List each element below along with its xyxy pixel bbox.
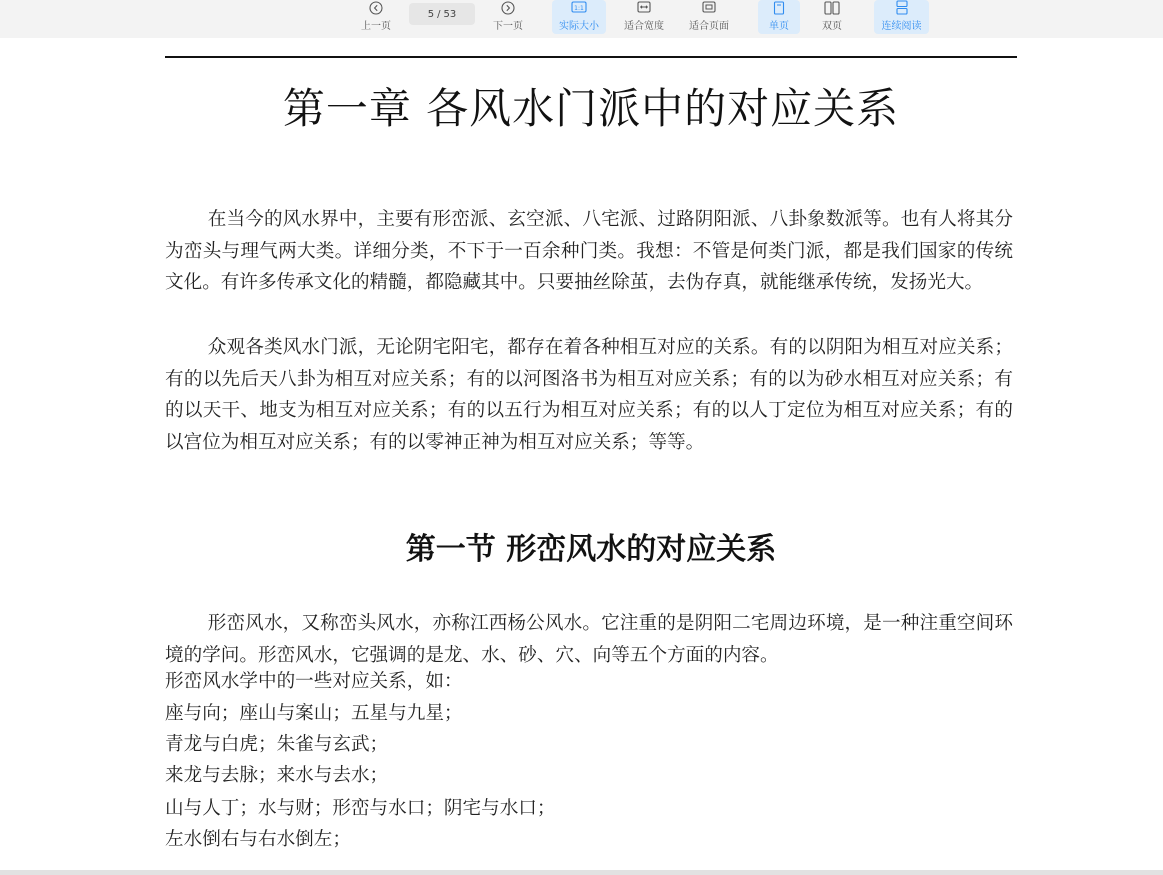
- section-paragraph: 形峦风水，又称峦头风水，亦称江西杨公风水。它注重的是阴阳二宅周边环境，是一种注重空间环境的学问。形峦风水，它强调的是龙、水、砂、穴、向等五个方面的内容。: [165, 613, 1013, 666]
- page-separator: /: [437, 8, 441, 20]
- fit-width-label: 适合宽度: [624, 21, 664, 32]
- body-paragraph-1: 在当今的风水界中，主要有形峦派、玄空派、八宅派、过路阴阳派、八卦象数派等。也有人将其分为峦头与理气两大类。详细分类，不下于一百余种门类。我想：不管是何类门派，都是我们国家的传统文化。有许多传承文化的精髓，都隐藏其中。只要抽丝除茧，去伪存真，就能继承传统，发扬光大。: [165, 209, 1013, 293]
- double-page-label: 双页: [822, 21, 842, 32]
- document-page: [0, 38, 1163, 870]
- chevron-left-circle-icon: [369, 0, 383, 15]
- prev-page-label: 上一页: [361, 21, 391, 32]
- single-page-label: 单页: [769, 21, 789, 32]
- page-gap: [0, 870, 1163, 875]
- continuous-read-button[interactable]: [874, 0, 929, 34]
- svg-text:1:1: 1:1: [574, 4, 584, 12]
- continuous-read-label: 连续阅读: [881, 21, 922, 32]
- double-page-icon: [824, 0, 840, 15]
- list-line: 山与人丁；水与财；形峦与水口；阴宅与水口；: [165, 798, 556, 819]
- double-page-button[interactable]: [811, 0, 853, 34]
- next-page-button[interactable]: [488, 0, 528, 34]
- list-line: 形峦风水学中的一些对应关系，如：: [165, 671, 463, 692]
- list-line: 座与向；座山与案山；五星与九星；: [165, 703, 463, 724]
- actual-size-icon: [571, 0, 587, 15]
- list-line: 左水倒右与右水倒左；: [165, 829, 351, 850]
- continuous-scroll-icon: [895, 0, 909, 15]
- next-page-label: 下一页: [493, 21, 523, 32]
- chapter-title: 第一章 各风水门派中的对应关系: [282, 84, 900, 133]
- prev-page-button[interactable]: [356, 0, 396, 34]
- chevron-right-circle-icon: [501, 0, 515, 15]
- single-page-button[interactable]: [758, 0, 800, 34]
- body-paragraph-2: 众观各类风水门派，无论阴宅阳宅，都存在着各种相互对应的关系。有的以阴阳为相互对应关系；有的以先后天八卦为相互对应关系；有的以河图洛书为相互对应关系；有的以为砂水相互对应关系；有的以天干、地支为相互对应关系；有的以五行为相互对应关系；有的以人丁定位为相互对应关系；有的以宫位为相互对应关系；有的以零神正神为相互对应关系；等等。: [165, 337, 1013, 453]
- list-line: 青龙与白虎；朱雀与玄武；: [165, 734, 389, 755]
- fit-page-button[interactable]: [683, 0, 735, 34]
- total-pages: 53: [443, 8, 457, 20]
- actual-size-button[interactable]: [552, 0, 606, 34]
- current-page-number: 5: [427, 8, 435, 20]
- fit-width-button[interactable]: [618, 0, 670, 34]
- pdf-toolbar: [0, 0, 1163, 38]
- section-title: 第一节 形峦风水的对应关系: [405, 532, 777, 567]
- fit-page-icon: [701, 0, 717, 15]
- single-page-icon: [773, 0, 785, 15]
- fit-page-label: 适合页面: [689, 21, 729, 32]
- page-number-input[interactable]: [409, 3, 475, 25]
- actual-size-label: 实际大小: [559, 21, 599, 32]
- list-line: 来龙与去脉；来水与去水；: [165, 765, 389, 786]
- fit-width-icon: [636, 0, 652, 15]
- header-rule: [165, 56, 1017, 58]
